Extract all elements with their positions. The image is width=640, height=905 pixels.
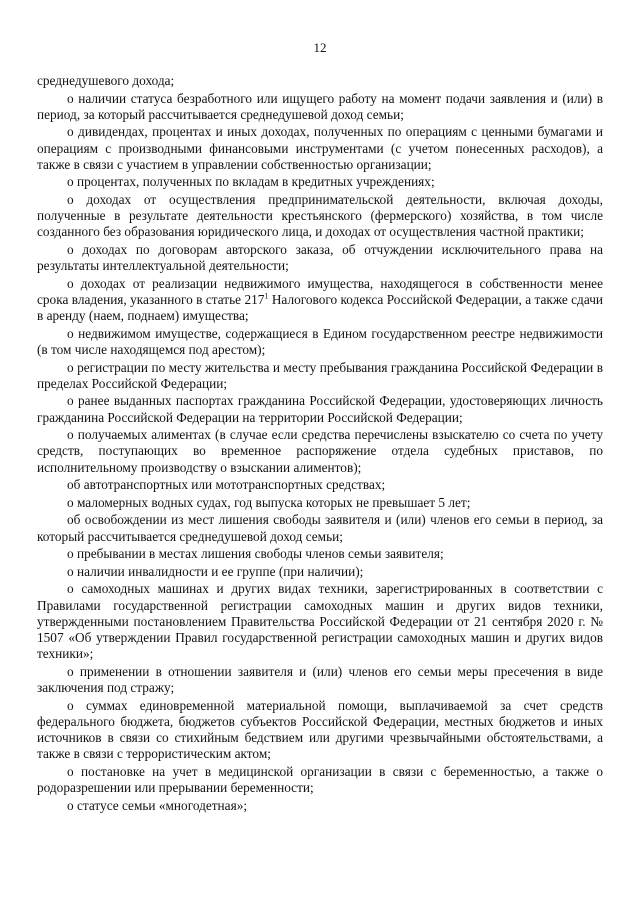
list-item-self-propelled-machines: о самоходных машинах и других видах техники, зарегистрированных в соответствии с Правилами государственной регистрации самоходных машин и других видов техники, утвержденными постановлением Правительства Российской Федерации от 21 сентября 2020 г. № 1507 «Об утверждении Правил государственной регистрации самоходных машин и других видов техники»; — [37, 581, 603, 662]
list-item-disability: о наличии инвалидности и ее группе (при наличии); — [67, 563, 364, 579]
list-item-deposit-interest: о процентах, полученных по вкладам в кредитных учреждениях; — [67, 174, 435, 190]
list-item-unemployment-status: о наличии статуса безработного или ищущего работу на момент подачи заявления и (или) в период, за который рассчитывается среднедушевой доход семьи; — [37, 90, 603, 122]
list-item-alimony: о получаемых алиментах (в случае если средства перечислены взыскателю со счета по учету средств, поступающих во временное распоряжение отдела судебных приставов, по исполнительному производству о взыскании алиментов); — [37, 427, 603, 475]
page-number: 12 — [313, 40, 327, 55]
paragraph-continuation: среднедушевого дохода; — [37, 73, 175, 88]
list-item-small-boats: о маломерных водных судах, год выпуска которых не превышает 5 лет; — [67, 494, 471, 510]
list-item-real-estate-sale — [37, 276, 603, 325]
list-item-prison-release: об освобождении из мест лишения свободы заявителя и (или) членов его семьи в период, за который рассчитывается среднедушевой доход семьи; — [37, 512, 603, 544]
list-item-large-family: о статусе семьи «многодетная»; — [67, 797, 248, 813]
list-item-real-estate-registry: о недвижимом имуществе, содержащиеся в Едином государственном реестре недвижимости (в том числе находящемся под арестом); — [37, 325, 603, 357]
list-item-business-income: о доходах от осуществления предпринимательской деятельности, включая доходы, полученные в результате деятельности крестьянского (фермерского) хозяйства, в том числе созданного без образования юридического лица, и доходах от осуществления частной практики; — [37, 191, 603, 240]
real-estate-text-before: о доходах от реализации недвижимого имущества, находящегося в собственности менее срока владения, указанного в статье 217 — [37, 275, 603, 307]
document-body — [37, 73, 603, 815]
list-item-pregnancy: о постановке на учет в медицинской организации в связи с беременностью, а также о родоразрешении или прерывании беременности; — [37, 763, 603, 795]
list-item-custody: о применении в отношении заявителя и (или) членов его семьи меры пресечения в виде заключения под стражу; — [37, 663, 603, 695]
list-item-copyright-income: о доходах по договорам авторского заказа, об отчуждении исключительного права на результаты интеллектуальной деятельности; — [37, 241, 603, 274]
superscript: 1 — [264, 291, 269, 301]
real-estate-text-after: Налогового кодекса Российской Федерации, а также сдачи в аренду (наем, поднаем) имущества; — [37, 291, 603, 324]
list-item-dividends: о дивидендах, процентах и иных доходах, полученных по операциям с ценными бумагами и операциям с производными финансовыми инструментами (с учетом понесенных расходов), а также в связи с участием в управлении собственностью организации; — [37, 124, 603, 172]
list-item-passports: о ранее выданных паспортах гражданина Российской Федерации, удостоверяющих личность гражданина Российской Федерации на территории Российской Федерации; — [37, 393, 603, 425]
list-item-registration: о регистрации по месту жительства и месту пребывания гражданина Российской Федерации в пределах Российской Федерации; — [37, 359, 603, 391]
list-item-imprisonment: о пребывании в местах лишения свободы членов семьи заявителя; — [67, 546, 444, 562]
list-item-material-aid: о суммах единовременной материальной помощи, выплачиваемой за счет средств федерального бюджета, бюджетов субъектов Российской Федерации, местных бюджетов и иных источников в связи со стихийным бедствием или другими чрезвычайными обстоятельствами, а также в связи с террористическим актом; — [37, 697, 603, 762]
list-item-vehicles: об автотранспортных или мототранспортных средствах; — [67, 477, 386, 493]
